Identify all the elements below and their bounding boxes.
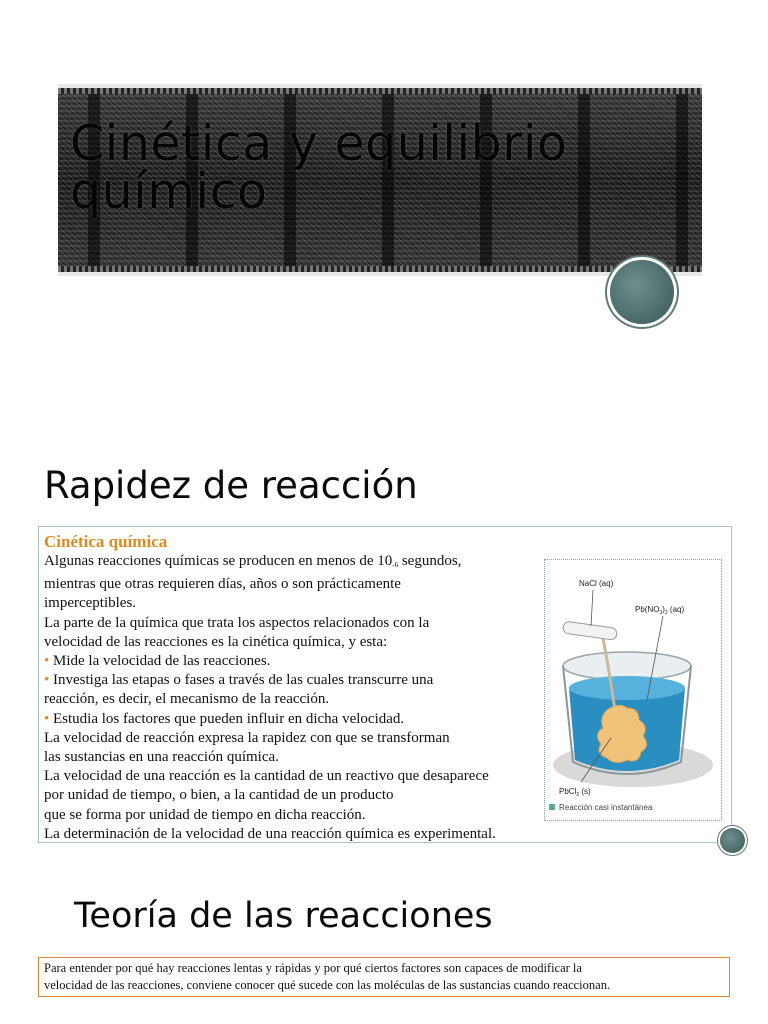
label-nacl: NaCl (aq) xyxy=(579,579,614,588)
exponent: -6 xyxy=(392,561,399,569)
teoria-note-box xyxy=(38,957,730,997)
text-line xyxy=(44,552,544,575)
figure-caption: Reacción casi instantánea xyxy=(559,803,653,812)
bullet-text: Investiga las etapas o fases a través de las cuales transcurre una xyxy=(53,672,434,689)
cinetica-content-box xyxy=(38,526,732,843)
cinetica-text xyxy=(44,531,544,844)
text-line: imperceptibles. xyxy=(44,595,137,612)
liquid-surface xyxy=(569,676,685,700)
label-pbno3: $Pb(NO_3)_2$ (aq) xyxy=(635,605,685,616)
text-line-part: segundos, xyxy=(398,553,462,569)
text-line: por unidad de tiempo, o bien, a la cantidad de un producto xyxy=(44,787,394,804)
text-line: La velocidad de una reacción es la cantidad de un reactivo que desaparece xyxy=(44,768,489,785)
text-line-part: Algunas reacciones químicas se producen en menos de 10 xyxy=(44,553,393,569)
slide-title-line1: Cinética y equilibrio xyxy=(70,115,568,172)
text-line: La parte de la química que trata los aspectos relacionados con la xyxy=(44,614,430,631)
rapidez-heading: Rapidez de reacción xyxy=(44,464,418,507)
bullet-icon: • xyxy=(44,653,50,670)
cinetica-heading: Cinética química xyxy=(44,532,168,551)
slide-title xyxy=(70,115,690,220)
caption-marker xyxy=(549,804,555,810)
bullet-item xyxy=(44,652,544,671)
banner-bottom-strip xyxy=(58,266,702,272)
note-line: velocidad de las reacciones, conviene conocer qué sucede con las moléculas de las sustancias cuando reaccionan. xyxy=(44,978,611,992)
decorative-circle-small xyxy=(720,828,745,853)
bullet-item xyxy=(44,671,544,690)
bullet-text: Estudia los factores que pueden influir en dicha velocidad. xyxy=(53,710,405,727)
text-line: que se forma por unidad de tiempo en dicha reacción. xyxy=(44,806,366,823)
slide-title-line2: químico xyxy=(70,163,268,220)
text-line: La velocidad de reacción expresa la rapidez con que se transforman xyxy=(44,729,450,746)
text-line: las sustancias en una reacción química. xyxy=(44,749,279,766)
text-line: mientras que otras requieren días, años o son prácticamente xyxy=(44,576,401,593)
decorative-circle-large xyxy=(610,260,674,324)
text-line: reacción, es decir, el mecanismo de la reacción. xyxy=(44,691,330,708)
beaker-rim xyxy=(563,652,691,680)
beaker-illustration xyxy=(545,560,721,820)
bullet-text: Mide la velocidad de las reacciones. xyxy=(53,653,271,670)
banner-top-strip xyxy=(58,88,702,94)
text-line: velocidad de las reacciones es la cinética química, y esta: xyxy=(44,633,388,650)
test-tube xyxy=(562,621,617,640)
text-line: La determinación de la velocidad de una reacción química es experimental. xyxy=(44,825,496,842)
note-line: Para entender por qué hay reacciones lentas y rápidas y por qué ciertos factores son capaces de modificar la xyxy=(44,961,582,975)
bullet-icon: • xyxy=(44,710,50,727)
bullet-icon: • xyxy=(44,672,50,689)
reaction-figure xyxy=(544,559,722,821)
teoria-heading: Teoría de las reacciones xyxy=(74,896,493,936)
nacl-leader xyxy=(591,590,593,626)
bullet-item xyxy=(44,710,544,729)
label-pbcl2: PbCl$_2$ (s) xyxy=(559,787,591,798)
